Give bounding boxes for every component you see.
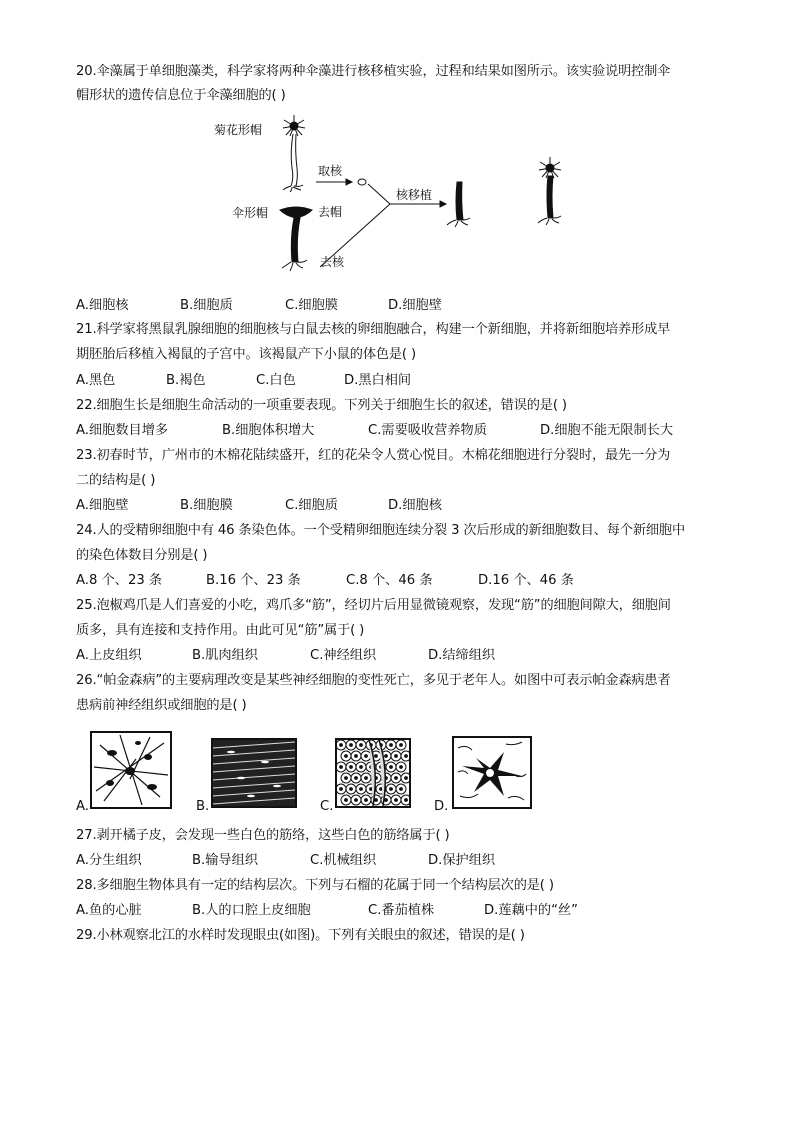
cell-nucleus: [360, 788, 363, 791]
q21-option-c[interactable]: C.白色: [256, 373, 296, 388]
cell-nucleus: [360, 766, 363, 769]
q21-stem-line1: 21.科学家将黑鼠乳腺细胞的细胞核与白鼠去核的卵细胞融合，构建一个新细胞，并将新细胞培养形成早: [76, 322, 671, 337]
cell-nucleus: [390, 744, 393, 747]
muscle-tissue-image: [211, 738, 297, 808]
label-transplant: 核移植: [396, 188, 433, 202]
q20-figure: [200, 112, 600, 280]
cell-nucleus: [350, 766, 353, 769]
cell-nucleus: [405, 777, 408, 780]
q29-stem-line1: 29.小林观察北江的水样时发现眼虫(如图)。下列有关眼虫的叙述，错误的是( ): [76, 928, 525, 943]
cell-nucleus: [355, 755, 358, 758]
q25-stem-line1: 25.泡椒鸡爪是人们喜爱的小吃，鸡爪多“筋”，经切片后用显微镜观察，发现“筋”的细胞间隙大，细胞间: [76, 598, 671, 613]
q22-stem-line1: 22.细胞生长是细胞生命活动的一项重要表现。下列关于细胞生长的叙述，错误的是( ): [76, 398, 567, 413]
q27-option-b[interactable]: B.输导组织: [192, 853, 258, 868]
cell-nucleus: [400, 766, 403, 769]
cell-nucleus: [365, 755, 368, 758]
label-chrysanthemum-cap: 菊花形帽: [214, 123, 263, 137]
cell-nucleus: [365, 799, 368, 802]
q24-option-c[interactable]: C.8 个、46 条: [346, 573, 433, 588]
q26-image-b[interactable]: [211, 738, 297, 808]
cell-nucleus: [390, 788, 393, 791]
q27-option-c[interactable]: C.机械组织: [310, 853, 377, 868]
cell-nucleus: [345, 755, 348, 758]
q23-stem-line2: 二的结构是( ): [76, 473, 156, 488]
q20-option-a[interactable]: A.细胞核: [76, 298, 129, 313]
label-remove-nucleus: 去核: [320, 255, 345, 269]
q23-option-d[interactable]: D.细胞核: [388, 498, 442, 513]
cell-nucleus: [385, 799, 388, 802]
q22-option-b[interactable]: B.细胞体积增大: [222, 423, 315, 438]
q26-image-d[interactable]: [452, 736, 532, 809]
q26-stem-line2: 患病前神经组织或细胞的是( ): [76, 698, 247, 713]
chrysanthemum-alga: [283, 115, 305, 192]
q20-stem-line2: 帽形状的遗传信息位于伞藻细胞的( ): [76, 88, 286, 103]
q26-image-a[interactable]: [90, 731, 172, 809]
q26-image-c[interactable]: [335, 738, 411, 808]
q24-stem-line1: 24.人的受精卵细胞中有 46 条染色体。一个受精卵细胞连续分裂 3 次后形成的新细胞数目、每个新细胞中: [76, 523, 685, 538]
epithelial-tissue-image: [335, 738, 411, 808]
cell-nucleus: [375, 799, 378, 802]
cell-nucleus: [350, 744, 353, 747]
q25-option-b[interactable]: B.肌肉组织: [192, 648, 258, 663]
cell-nucleus: [395, 755, 398, 758]
cell-nucleus: [375, 755, 378, 758]
q25-stem-line2: 质多，具有连接和支持作用。由此可见“筋”属于( ): [76, 623, 365, 638]
cell-nucleus: [365, 777, 368, 780]
cell-nucleus: [350, 788, 353, 791]
q28-option-a[interactable]: A.鱼的心脏: [76, 903, 142, 918]
q26-option-a[interactable]: A.: [76, 799, 89, 814]
damaged-neuron-image: [452, 736, 532, 809]
q23-option-c[interactable]: C.细胞质: [285, 498, 338, 513]
q27-stem-line1: 27.剥开橘子皮，会发现一些白色的筋络，这些白色的筋络属于( ): [76, 828, 450, 843]
q20-option-b[interactable]: B.细胞质: [180, 298, 233, 313]
q27-option-a[interactable]: A.分生组织: [76, 853, 142, 868]
q20-option-d[interactable]: D.细胞壁: [388, 298, 442, 313]
cell-nucleus: [340, 788, 343, 791]
q22-option-c[interactable]: C.需要吸收营养物质: [368, 423, 487, 438]
q25-option-a[interactable]: A.上皮组织: [76, 648, 142, 663]
q28-stem-line1: 28.多细胞生物体具有一定的结构层次。下列与石榴的花属于同一个结构层次的是( ): [76, 878, 554, 893]
cell-nucleus: [395, 777, 398, 780]
cell-nucleus: [400, 744, 403, 747]
q24-stem-line2: 的染色体数目分别是( ): [76, 548, 208, 563]
q28-option-c[interactable]: C.番茄植株: [368, 903, 435, 918]
umbrella-alga: [280, 207, 312, 271]
q22-option-a[interactable]: A.细胞数目增多: [76, 423, 169, 438]
q20-stem-line1: 20.伞藻属于单细胞藻类，科学家将两种伞藻进行核移植实验，过程和结果如图所示。该实验说明控制伞: [76, 64, 671, 79]
q21-option-d[interactable]: D.黑白相间: [344, 373, 412, 388]
q23-stem-line1: 23.初春时节，广州市的木棉花陆续盛开，红的花朵令人赏心悦目。木棉花细胞进行分裂时，最先一分为: [76, 448, 671, 463]
cell-nucleus: [395, 799, 398, 802]
q28-option-b[interactable]: B.人的口腔上皮细胞: [192, 903, 311, 918]
cell-nucleus: [355, 799, 358, 802]
q25-option-c[interactable]: C.神经组织: [310, 648, 377, 663]
q21-option-b[interactable]: B.褐色: [166, 373, 206, 388]
q22-option-d[interactable]: D.细胞不能无限制长大: [540, 423, 674, 438]
cell-nucleus: [355, 777, 358, 780]
cell-nucleus: [345, 777, 348, 780]
label-umbrella-cap: 伞形帽: [232, 206, 269, 220]
q24-option-d[interactable]: D.16 个、46 条: [478, 573, 574, 588]
arrow-take-nucleus-icon: [316, 179, 366, 185]
q25-option-d[interactable]: D.结缔组织: [428, 648, 496, 663]
q24-option-a[interactable]: A.8 个、23 条: [76, 573, 163, 588]
neuron-tissue-image: [90, 731, 172, 809]
regenerated-alga: [538, 157, 561, 225]
q26-option-c[interactable]: C.: [320, 799, 334, 814]
cell-nucleus: [405, 755, 408, 758]
q27-option-d[interactable]: D.保护组织: [428, 853, 496, 868]
q23-option-a[interactable]: A.细胞壁: [76, 498, 129, 513]
q28-option-d[interactable]: D.莲藕中的“丝”: [484, 903, 578, 918]
q20-option-c[interactable]: C.细胞膜: [285, 298, 338, 313]
q21-option-a[interactable]: A.黑色: [76, 373, 116, 388]
q21-stem-line2: 期胚胎后移植入褐鼠的子宫中。该褐鼠产下小鼠的体色是( ): [76, 347, 416, 362]
transplant-diagram: [200, 112, 600, 280]
cell-nucleus: [360, 744, 363, 747]
cell-nucleus: [390, 766, 393, 769]
transplanted-stalk: [447, 182, 470, 227]
label-take-nucleus: 取核: [318, 164, 343, 178]
cell-nucleus: [400, 788, 403, 791]
cell-nucleus: [345, 799, 348, 802]
q26-stem-line1: 26.“帕金森病”的主要病理改变是某些神经细胞的变性死亡，多见于老年人。如图中可表示帕金森病患者: [76, 673, 671, 688]
cell-nucleus: [340, 766, 343, 769]
q26-option-d[interactable]: D.: [434, 799, 449, 814]
converging-arrows-icon: [320, 184, 446, 267]
cell-nucleus: [340, 744, 343, 747]
label-remove-cap: 去帽: [318, 205, 343, 219]
q23-option-b[interactable]: B.细胞膜: [180, 498, 233, 513]
q24-option-b[interactable]: B.16 个、23 条: [206, 573, 301, 588]
cell-nucleus: [385, 755, 388, 758]
cell-nucleus: [405, 799, 408, 802]
q26-option-b[interactable]: B.: [196, 799, 210, 814]
